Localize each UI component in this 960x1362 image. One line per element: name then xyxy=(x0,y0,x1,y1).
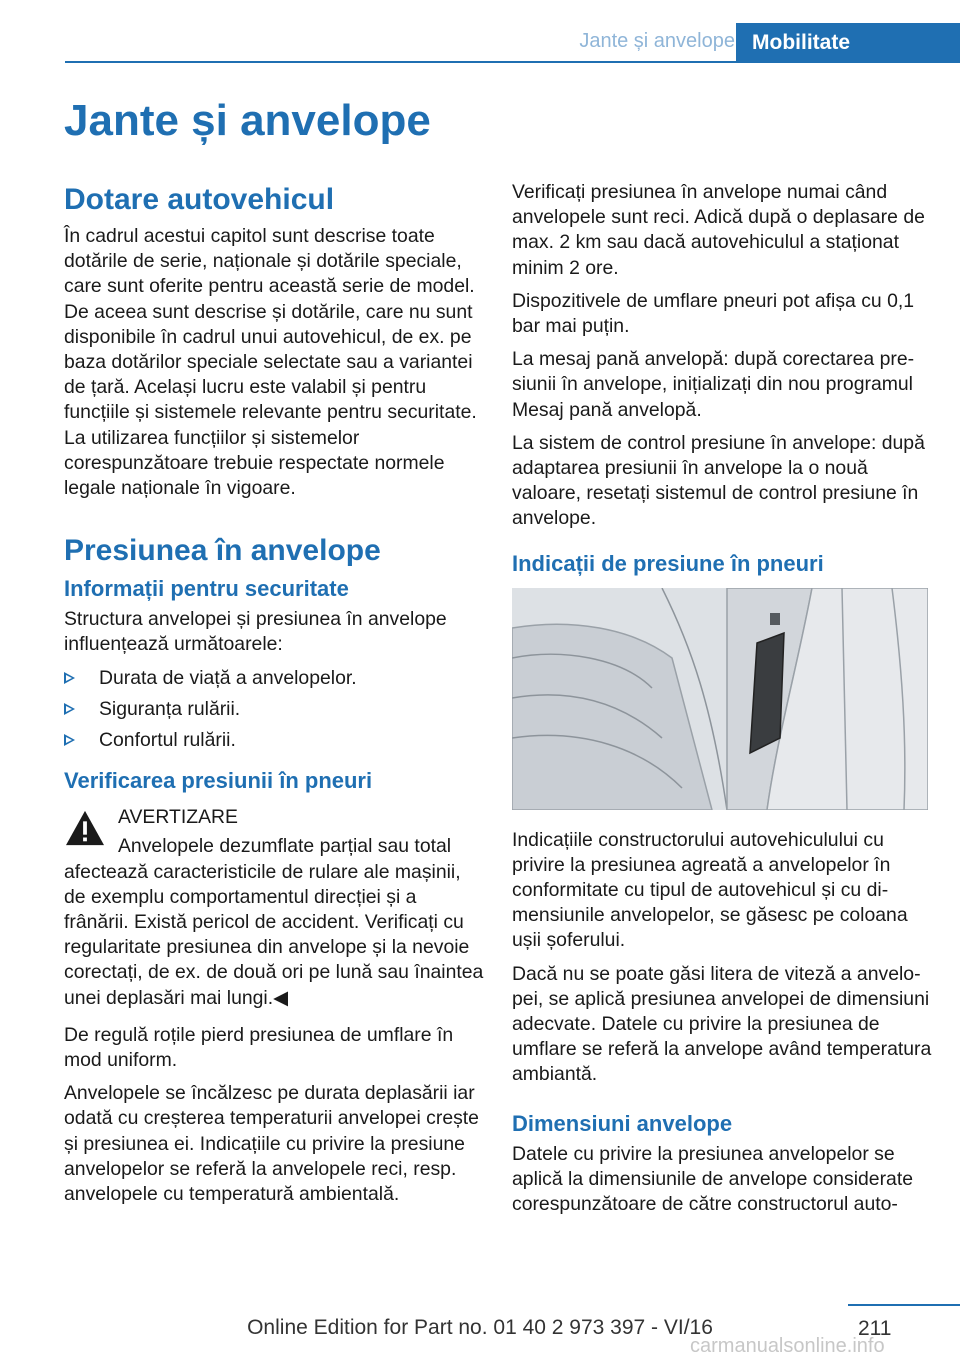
header-section-title: Jante și anvelope xyxy=(579,30,735,52)
page-title: Jante și anvelope xyxy=(64,96,431,145)
triangle-bullet-icon xyxy=(64,734,75,746)
subheading-dimensiuni: Dimensiuni anvelope xyxy=(512,1110,733,1136)
header-rule xyxy=(65,61,960,63)
warning-label: AVERTIZARE xyxy=(118,806,238,829)
watermark: carmanualsonline.info xyxy=(690,1335,885,1357)
warning-text: Anvelopele dezumflate parțial sau total afectează caracteristicile de rulare ale mașinii, de exemplu comportamentul direcției și a frânării. Există pericol de accident. Verificați cu regularitate presiunea din anvelope și la nevoie corectați, de ex. de două ori pe lună sau înaintea unei deplasări mai lungi.◀ xyxy=(64,835,484,1009)
list-item: Confortul rulării. xyxy=(64,728,484,753)
footer-edition: Online Edition for Part no. 01 40 2 973 397 - VI/16 xyxy=(247,1316,713,1339)
list-item: Siguranța rulării. xyxy=(64,697,484,722)
header-chapter-tab: Mobilitate xyxy=(736,23,960,63)
triangle-bullet-icon xyxy=(64,672,75,684)
car-seat-door-pillar-image xyxy=(512,588,928,810)
para-mesaj-pana: La mesaj pană anvelopă: după corectarea presiunii în anvelope, inițializați din nou programul Mesaj pană anvelopă. xyxy=(512,348,915,421)
para-sistem-control: La sistem de control presiune în anvelope: după adaptarea presiunii în anvelope la o nouă valoare, resetați sistemul de control presiune în anvelope. xyxy=(512,431,925,530)
para-temperatura: Anvelopele se încălzesc pe durata deplasării iar odată cu creșterea temperaturii anvelopei crește și presiunea ei. Indicațiile cu privire la presiune anvelopelor se referă la anvelopele reci, resp. anvelopele cu temperatură ambientală. xyxy=(64,1082,479,1206)
left-column xyxy=(64,180,484,1215)
para-verificati: Verificați presiunea în anvelope numai când anvelopele sunt reci. Adică după o deplasare de max. 2 km sau dacă autovehiculul a staționat minim 2 ore. xyxy=(512,181,925,279)
subheading-indicatii: Indicații de presiune în pneuri xyxy=(512,550,824,576)
footer-rule xyxy=(848,1304,960,1306)
para-uniform: De regulă roțile pierd presiunea de umflare în mod uniform. xyxy=(64,1023,454,1072)
para-litera-viteza: Dacă nu se poate găsi litera de viteză a anvelopei, se aplică presiunea anvelopei de dimensiuni adecvate. Datele cu privire la presiunea de umflare se referă la anvelope având temperatura ambiantă. xyxy=(512,962,932,1086)
page-number: 211 xyxy=(858,1317,892,1340)
subheading-verificare: Verificarea presiunii în pneuri xyxy=(64,768,373,794)
right-column xyxy=(512,180,932,1225)
warning-triangle-icon xyxy=(64,809,106,847)
triangle-bullet-icon xyxy=(64,703,75,715)
para-constructor: Indicațiile constructorului autovehiculului cu privire la presiunea agreată a anvelopelor în conformitate cu tipul de autovehicul și cu dimensiunile anvelopelor, se găsesc pe coloana ușii șoferului. xyxy=(512,828,908,952)
subheading-securitate: Informații pentru securitate xyxy=(64,576,349,602)
bullet-list xyxy=(64,666,484,754)
para-securitate: Structura anvelopei și presiunea în anvelope influențează următoarele: xyxy=(64,608,447,656)
heading-presiune: Presiunea în anvelope xyxy=(64,534,381,568)
heading-dotare: Dotare autovehicul xyxy=(64,183,335,216)
para-dotare: În cadrul acestui capitol sunt descrise toate dotările de serie, naționale și dotările speciale, care sunt oferite pentru această serie de model. De aceea sunt descrise și dotările, care nu sunt disponibile în cadrul unui autovehicul, de ex. pe baza dotărilor speciale selectate sau a variantei de țară. Același lucru este valabil și pentru funcțiile și sistemele relevante pentru securitate. La utilizarea funcțiilor și sistemelor corespunzătoare trebuie respectate normele legale naționale în vigoare. xyxy=(64,225,477,500)
para-dispozitive: Dispozitivele de umflare pneuri pot afișa cu 0,1 bar mai puțin. xyxy=(512,289,915,338)
para-dimensiuni: Datele cu privire la presiunea anvelopelor se aplică la dimensiunile de anvelope considerate corespunzătoare de către constructorul auto- xyxy=(512,1142,914,1216)
warning-block xyxy=(64,805,484,1011)
list-item: Durata de viață a anvelopelor. xyxy=(64,666,484,691)
door-pillar-label-illustration xyxy=(512,588,928,810)
